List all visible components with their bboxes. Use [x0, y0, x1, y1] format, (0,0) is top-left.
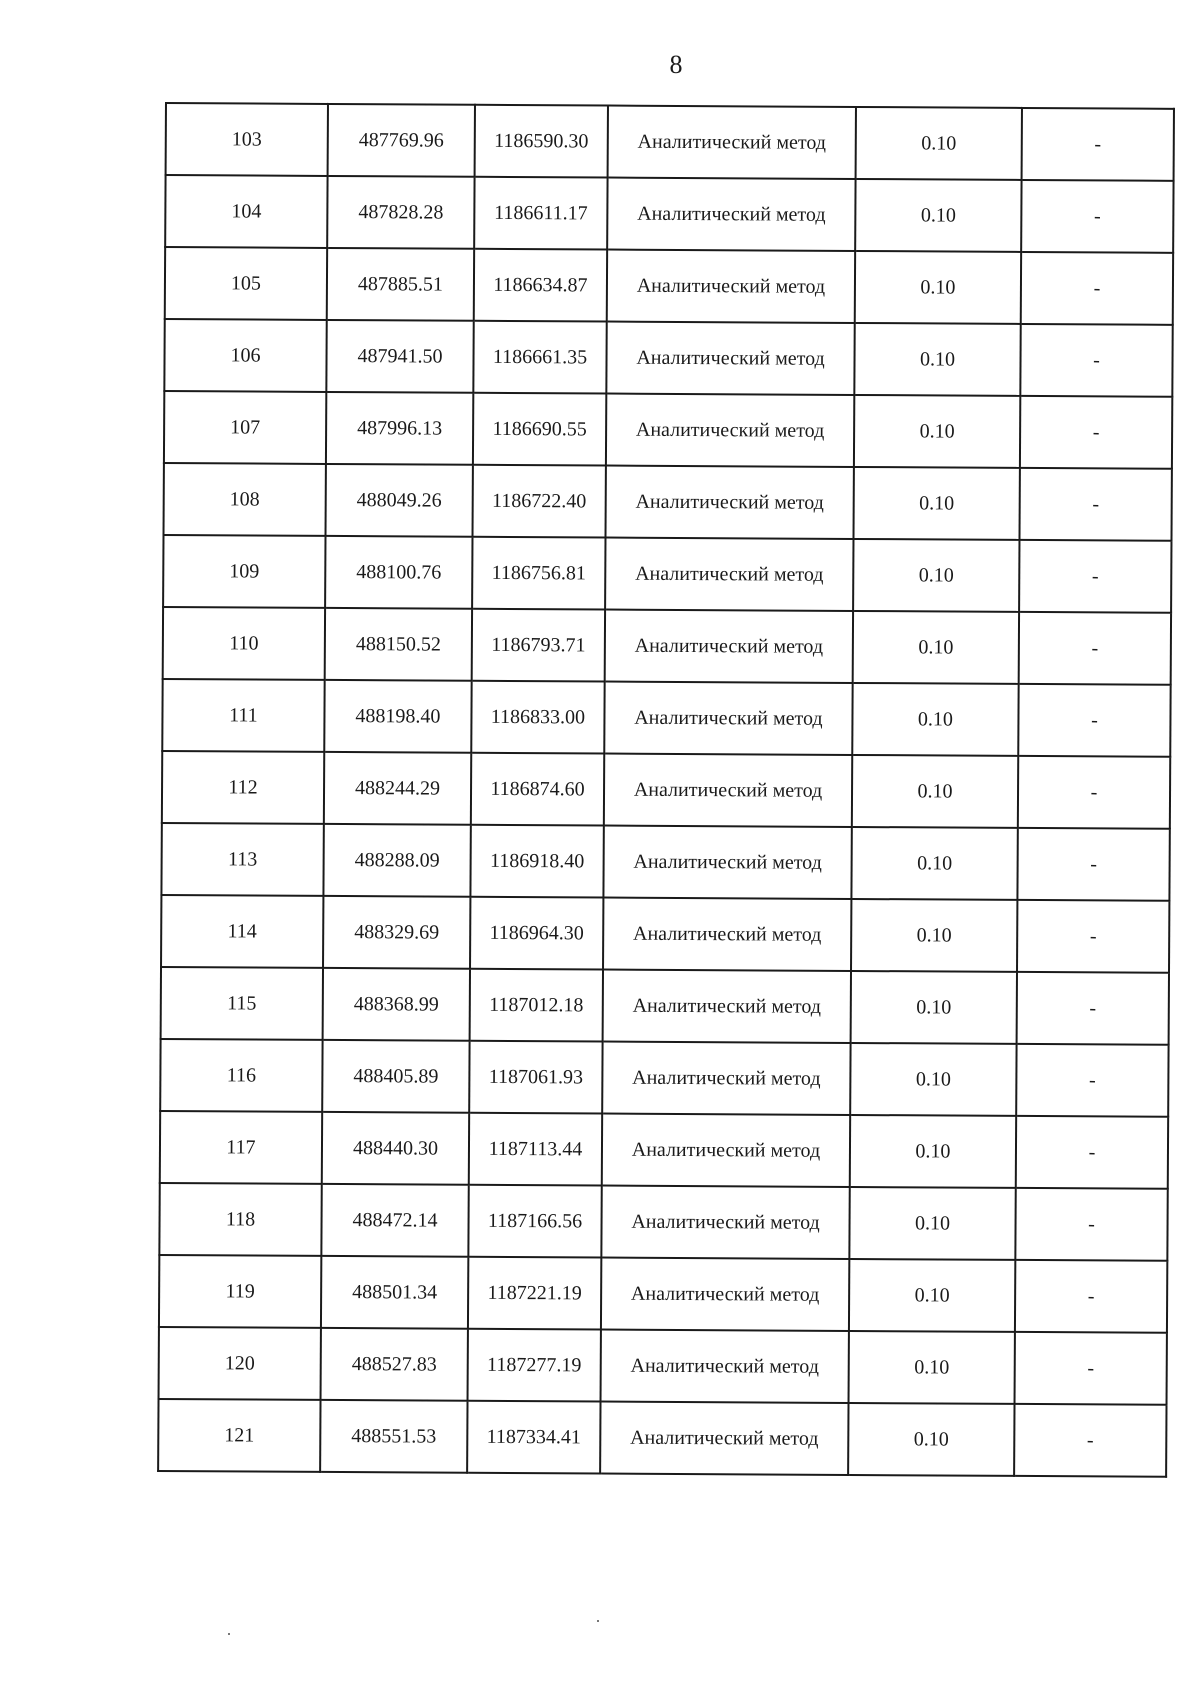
table-row: [163, 535, 1171, 613]
table-row: [161, 823, 1169, 901]
x-coordinate-cell: 487885.51: [327, 248, 474, 321]
point-number-cell: 119: [159, 1255, 321, 1328]
method-cell: Аналитический метод: [604, 682, 852, 755]
table-row: [159, 1183, 1167, 1261]
coordinates-table-wrapper: [157, 102, 1161, 1478]
method-cell: Аналитический метод: [608, 106, 856, 179]
y-coordinate-cell: 1186833.00: [471, 681, 604, 754]
method-cell: Аналитический метод: [606, 394, 854, 467]
x-coordinate-cell: 487941.50: [326, 320, 473, 393]
point-number-cell: 110: [163, 607, 325, 680]
x-coordinate-cell: 488100.76: [325, 536, 472, 609]
point-number-cell: 106: [164, 319, 326, 392]
point-number-cell: 114: [161, 895, 323, 968]
point-number-cell: 118: [159, 1183, 321, 1256]
y-coordinate-cell: 1186793.71: [472, 609, 605, 682]
x-coordinate-cell: 488368.99: [323, 968, 470, 1041]
note-cell: -: [1021, 252, 1173, 325]
accuracy-cell: 0.10: [855, 251, 1021, 324]
y-coordinate-cell: 1186964.30: [470, 897, 603, 970]
x-coordinate-cell: 488329.69: [323, 896, 470, 969]
accuracy-cell: 0.10: [853, 467, 1019, 540]
point-number-cell: 109: [163, 535, 325, 608]
y-coordinate-cell: 1187277.19: [468, 1329, 601, 1402]
table-row: [164, 391, 1172, 469]
method-cell: Аналитический метод: [603, 826, 851, 899]
point-number-cell: 107: [164, 391, 326, 464]
accuracy-cell: 0.10: [852, 683, 1018, 756]
y-coordinate-cell: 1186756.81: [472, 537, 605, 610]
accuracy-cell: 0.10: [848, 1403, 1014, 1476]
accuracy-cell: 0.10: [853, 611, 1019, 684]
table-row: [164, 463, 1172, 541]
note-cell: -: [1017, 972, 1169, 1045]
method-cell: Аналитический метод: [606, 322, 854, 395]
y-coordinate-cell: 1187061.93: [469, 1041, 602, 1114]
method-cell: Аналитический метод: [605, 538, 853, 611]
accuracy-cell: 0.10: [849, 1259, 1015, 1332]
point-number-cell: 120: [159, 1327, 321, 1400]
x-coordinate-cell: 488440.30: [322, 1112, 469, 1185]
y-coordinate-cell: 1187166.56: [468, 1185, 601, 1258]
y-coordinate-cell: 1186634.87: [474, 249, 607, 322]
method-cell: Аналитический метод: [601, 1258, 849, 1331]
note-cell: -: [1015, 1260, 1167, 1333]
table-row: [161, 895, 1169, 973]
table-row: [164, 319, 1172, 397]
note-cell: -: [1022, 108, 1174, 181]
method-cell: Аналитический метод: [603, 970, 851, 1043]
x-coordinate-cell: 488150.52: [325, 608, 472, 681]
note-cell: -: [1019, 540, 1171, 613]
x-coordinate-cell: 487996.13: [326, 392, 473, 465]
table-body: [158, 103, 1174, 1477]
accuracy-cell: 0.10: [854, 323, 1020, 396]
table-row: [165, 175, 1173, 253]
y-coordinate-cell: 1186661.35: [473, 321, 606, 394]
y-coordinate-cell: 1187113.44: [469, 1113, 602, 1186]
note-cell: -: [1020, 324, 1172, 397]
table-row: [161, 967, 1169, 1045]
accuracy-cell: 0.10: [852, 755, 1018, 828]
point-number-cell: 104: [165, 175, 327, 248]
x-coordinate-cell: 488405.89: [322, 1040, 469, 1113]
method-cell: Аналитический метод: [602, 1042, 850, 1115]
method-cell: Аналитический метод: [601, 1186, 849, 1259]
coordinates-table: [157, 102, 1175, 1478]
note-cell: -: [1019, 468, 1171, 541]
scan-speck: [597, 1620, 599, 1622]
table-row: [163, 607, 1171, 685]
method-cell: Аналитический метод: [607, 250, 855, 323]
note-cell: -: [1016, 1044, 1168, 1117]
x-coordinate-cell: 487769.96: [328, 104, 475, 177]
accuracy-cell: 0.10: [851, 827, 1017, 900]
point-number-cell: 111: [162, 679, 324, 752]
x-coordinate-cell: 488527.83: [321, 1328, 468, 1401]
x-coordinate-cell: 488288.09: [323, 824, 470, 897]
accuracy-cell: 0.10: [850, 1043, 1016, 1116]
y-coordinate-cell: 1186918.40: [470, 825, 603, 898]
note-cell: -: [1020, 396, 1172, 469]
table-row: [160, 1111, 1168, 1189]
table-row: [166, 103, 1174, 181]
accuracy-cell: 0.10: [853, 539, 1019, 612]
note-cell: -: [1018, 684, 1170, 757]
method-cell: Аналитический метод: [603, 898, 851, 971]
method-cell: Аналитический метод: [604, 754, 852, 827]
point-number-cell: 112: [162, 751, 324, 824]
x-coordinate-cell: 487828.28: [327, 176, 474, 249]
point-number-cell: 113: [161, 823, 323, 896]
y-coordinate-cell: 1186611.17: [474, 177, 607, 250]
x-coordinate-cell: 488049.26: [326, 464, 473, 537]
note-cell: -: [1016, 1116, 1168, 1189]
table-row: [165, 247, 1173, 325]
y-coordinate-cell: 1187334.41: [467, 1401, 600, 1474]
x-coordinate-cell: 488198.40: [324, 680, 471, 753]
accuracy-cell: 0.10: [851, 899, 1017, 972]
point-number-cell: 117: [160, 1111, 322, 1184]
y-coordinate-cell: 1186874.60: [471, 753, 604, 826]
x-coordinate-cell: 488551.53: [320, 1400, 467, 1473]
note-cell: -: [1017, 828, 1169, 901]
accuracy-cell: 0.10: [851, 971, 1017, 1044]
point-number-cell: 116: [160, 1039, 322, 1112]
method-cell: Аналитический метод: [601, 1330, 849, 1403]
table-row: [159, 1327, 1167, 1405]
note-cell: -: [1017, 900, 1169, 973]
table-row: [162, 679, 1170, 757]
point-number-cell: 115: [161, 967, 323, 1040]
y-coordinate-cell: 1186590.30: [475, 105, 608, 178]
x-coordinate-cell: 488501.34: [321, 1256, 468, 1329]
note-cell: -: [1015, 1332, 1167, 1405]
y-coordinate-cell: 1186690.55: [473, 393, 606, 466]
y-coordinate-cell: 1186722.40: [473, 465, 606, 538]
y-coordinate-cell: 1187221.19: [468, 1257, 601, 1330]
note-cell: -: [1018, 756, 1170, 829]
note-cell: -: [1021, 180, 1173, 253]
x-coordinate-cell: 488244.29: [324, 752, 471, 825]
method-cell: Аналитический метод: [602, 1114, 850, 1187]
note-cell: -: [1019, 612, 1171, 685]
method-cell: Аналитический метод: [600, 1402, 848, 1475]
table-row: [160, 1039, 1168, 1117]
accuracy-cell: 0.10: [849, 1187, 1015, 1260]
accuracy-cell: 0.10: [856, 107, 1022, 180]
y-coordinate-cell: 1187012.18: [470, 969, 603, 1042]
accuracy-cell: 0.10: [855, 179, 1021, 252]
point-number-cell: 103: [166, 103, 328, 176]
note-cell: -: [1014, 1404, 1166, 1477]
table-row: [158, 1399, 1166, 1477]
x-coordinate-cell: 488472.14: [321, 1184, 468, 1257]
table-row: [159, 1255, 1167, 1333]
method-cell: Аналитический метод: [605, 610, 853, 683]
note-cell: -: [1015, 1188, 1167, 1261]
point-number-cell: 108: [164, 463, 326, 536]
page-number: 8: [669, 50, 683, 79]
point-number-cell: 105: [165, 247, 327, 320]
point-number-cell: 121: [158, 1399, 320, 1472]
accuracy-cell: 0.10: [849, 1331, 1015, 1404]
accuracy-cell: 0.10: [854, 395, 1020, 468]
accuracy-cell: 0.10: [850, 1115, 1016, 1188]
scan-speck: [228, 1633, 230, 1635]
table-row: [162, 751, 1170, 829]
method-cell: Аналитический метод: [607, 178, 855, 251]
method-cell: Аналитический метод: [605, 466, 853, 539]
